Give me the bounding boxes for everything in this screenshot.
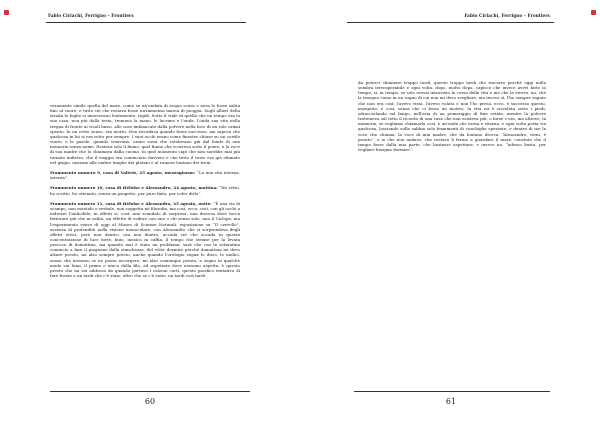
fragment-paragraph [50, 201, 240, 278]
crop-mark-icon [591, 10, 596, 15]
fragment-paragraph [50, 170, 240, 180]
header-rule [46, 22, 246, 23]
fragment-text: “Ho retto, ho scritto, ho ottenuto, senza un progetto, per puro fiato, per voler dirlo”. [50, 185, 240, 196]
body-paragraph: veramente simile quella del mare, come se un'ondata di acqua scura e nera le fosse salita fino al cuore, e tutto ciò che restava fosse un'immensa marea di pioggia. Sugli alberi della strada le foglie si muovevano lentamente, rigidi. Sotto il viale di quella che un tempo era la sua casa, non più dalla testa, tremava la mano, le lacrime e l'onda, l'onda sua vita nella tregua di fronte ai vicoli bassi, alle case imbiancate dalla polvere nella luce di un sole ormai spento. In un certo senso, era morto. Non ricordava quando fosse successo, ma sapeva che qualcosa in lui si era rotto per sempre. I suoi occhi erano come finestre chiuse su un cortile vuoto, e le parole, quando venivano, erano sassi che rotolavano giù dal fondo di una memoria senza nome. Restava solo il fiume, quel fiume che scorreva sotto il ponte, e la voce di sua madre che lo chiamava dalla cucina. In quel momento capì che non sarebbe mai più tornato indietro, che il viaggio era cominciato davvero e che tutto il resto era già sfumato nel grigio, insieme alle ombre lunghe dei platani e al rumore lontano dei treni. [50, 103, 240, 165]
body-paragraph: da poterci chiamare troppo tardi, questo troppo tardi che rincorro perché oggi nulla sembra irrecuperabile e ogni volta, dopo, molto dopo, capisco che invece avevi fatto in tempo, sì, in tempo, se solo avessi intravisto la corsa della vita e me che la vivevo, no, che la inseguo come in un sogno di cui non mi devo svegliare; ma invece sì, l'ho sempre saputo che non era così; l'avevo vista, l'avevo voluta e non l'ho presa, ecco, è successo questo, inseguito, e così, senza che ci fosse un motivo, la vita mi è scivolata sotto i piedi, sdrucciolando sul fango, nell'aria di un pomeriggio di fine estate, mentre la polvere tratteneva sul tetto il ricordo di una casa che non esisteva più, o forse c'era, ma altrove; la memoria, se vogliamo chiamarla così, è un'onda che torna e ritorna, e ogni volta porta via qualcosa, lasciando sulla sabbia solo frammenti di conchiglie spezzate, e dentro di me la voce che chiama, la voce di mia madre, che da lontano diceva: “Alessandro, vieni, è pronto”, e io che non andavo, che restavo lì fermo a guardare il mare, convinto che il tempo fosse dalla mia parte, che bastasse aspettare; e invece no, “adesso basta, per vegliare bisogna dormire”. [358, 80, 546, 153]
fragment-heading: Frammento numero 10, casa di Héloïse e Alessandro, 24 agosto, mattina: [50, 185, 218, 191]
footer-rule [50, 391, 250, 392]
right-page [300, 0, 600, 424]
body-text [358, 80, 546, 152]
header-rule [347, 22, 554, 23]
fragment-text: “La mia vita interna, interna”. [50, 170, 240, 181]
running-head: Fabio Ciriachi, Ferrigno – Frontiers [48, 13, 134, 18]
fragment-text: “È una via di scampo, non mentale o verbale, non soggetta né filosofia, ma così, ecco, così, con gli occhi a indicare l'indicibile; in effetti sì, così, uno scandalo di sorpresa, una discesa dove tocca fatturare più che in salita, un effetto di vedere con uno o chi senza solo, non il Ciclope, ma l'esperimento visivo di oggi al Museo di Scienze Naturali, esposizione su “Il cervello”, assenza di profondità nella visione monoculare, con Alessandro che si sorprendeva degli effetti ottici, però non dentro, ora non dentro, accada ciò che accada in questa concentrazione di luce forte, buio, musica in cuffia, il tempo che strinse per la levata precoce di domattina, ma quando mai è stato un problema, sarà che con la settantina comincio a fare il piagnone dalla stanchezza, del voler dormire perché domattina mi devo alzare presto, mi alzo sempre presto, anche quando l'orologio segna le dieci, le undici, senza che nessuno se ne possa accorgere, mi alzo comunque presto, a segno in qualche modo sui lumi, il primo e unico della fila, ad aspettare dove nessuno aspetta, è questo presto che mi sta addosso da quando portavo i calzoni corti, questo pacifico tentativo di fare fronte a un tardi che c'è stato, altro che se c'è stato, un tardi così tardi [50, 200, 240, 279]
crop-mark-icon [4, 10, 9, 15]
running-head: Fabio Ciriachi, Ferrigno – Frontiers [464, 13, 550, 18]
footer-rule [354, 391, 550, 392]
fragment-paragraph [50, 185, 240, 195]
fragment-heading: Frammento numero 11, casa di Héloïse e Alessandro, 25 agosto, notte: [50, 200, 212, 206]
fragment-heading: Frammento numero 9, casa di Valérie, 25 agosto, mezzogiorno: [50, 170, 196, 176]
body-text [50, 103, 240, 278]
page-number: 61 [445, 397, 457, 406]
page-number: 60 [144, 397, 156, 406]
